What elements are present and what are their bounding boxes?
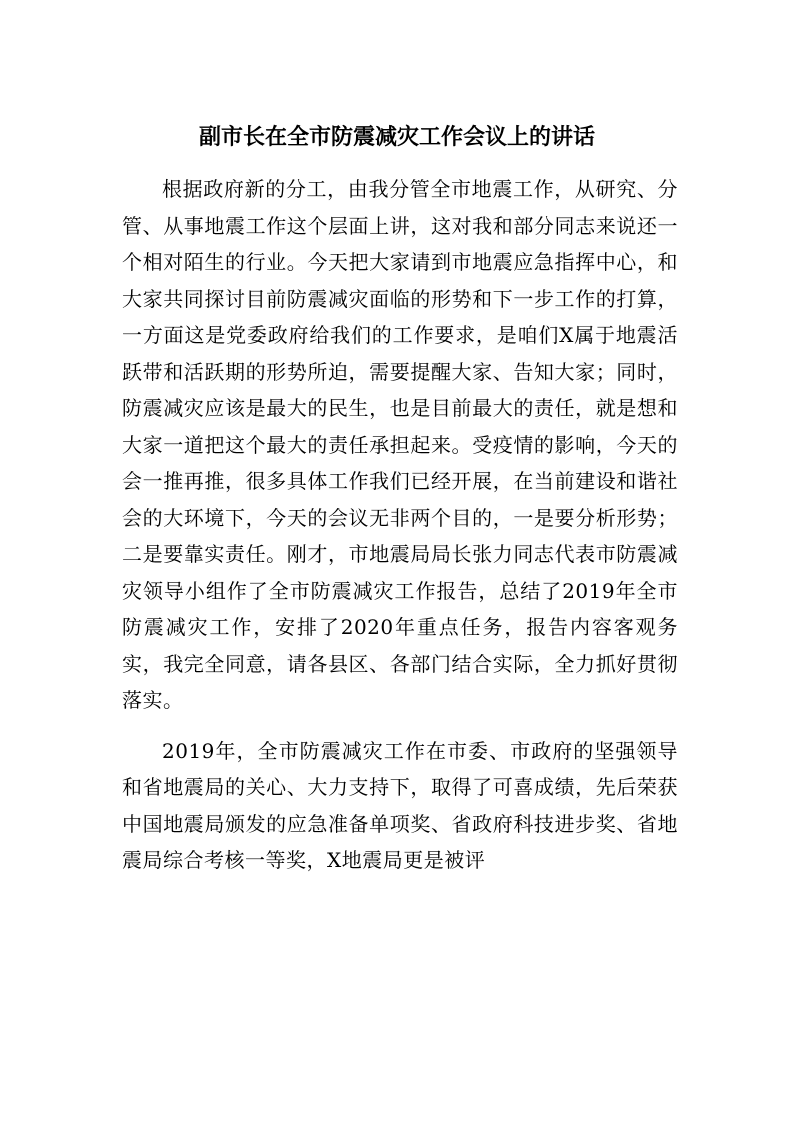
paragraph-2: 2019年，全市防震减灾工作在市委、市政府的坚强领导和省地震局的关心、大力支持下，取得了可喜成绩，先后荣获中国地震局颁发的应急准备单项奖、省政府科技进步奖、省地震局综合考核一等奖，X地震局更是被评 [122,738,678,872]
document-body [122,171,678,879]
document-title: 副市长在全市防震减灾工作会议上的讲话 [198,125,595,150]
paragraph-1: 根据政府新的分工，由我分管全市地震工作，从研究、分管、从事地震工作这个层面上讲，这对我和部分同志来说还一个相对陌生的行业。今天把大家请到市地震应急指挥中心，和大家共同探讨目前防震减灾面临的形势和下一步工作的打算，一方面这是党委政府给我们的工作要求，是咱们X属于地震活跃带和活跃期的形势所迫，需要提醒大家、告知大家；同时，防震减灾应该是最大的民生，也是目前最大的责任，就是想和大家一道把这个最大的责任承担起来。受疫情的影响，今天的会一推再推，很多具体工作我们已经开展，在当前建设和谐社会的大环境下，今天的会议无非两个目的，一是要分析形势；二是要靠实责任。刚才，市地震局局长张力同志代表市防震减灾领导小组作了全市防震减灾工作报告，总结了2019年全市防震减灾工作，安排了2020年重点任务，报告内容客观务实，我完全同意，请各县区、各部门结合实际，全力抓好贯彻落实。 [122,177,678,712]
